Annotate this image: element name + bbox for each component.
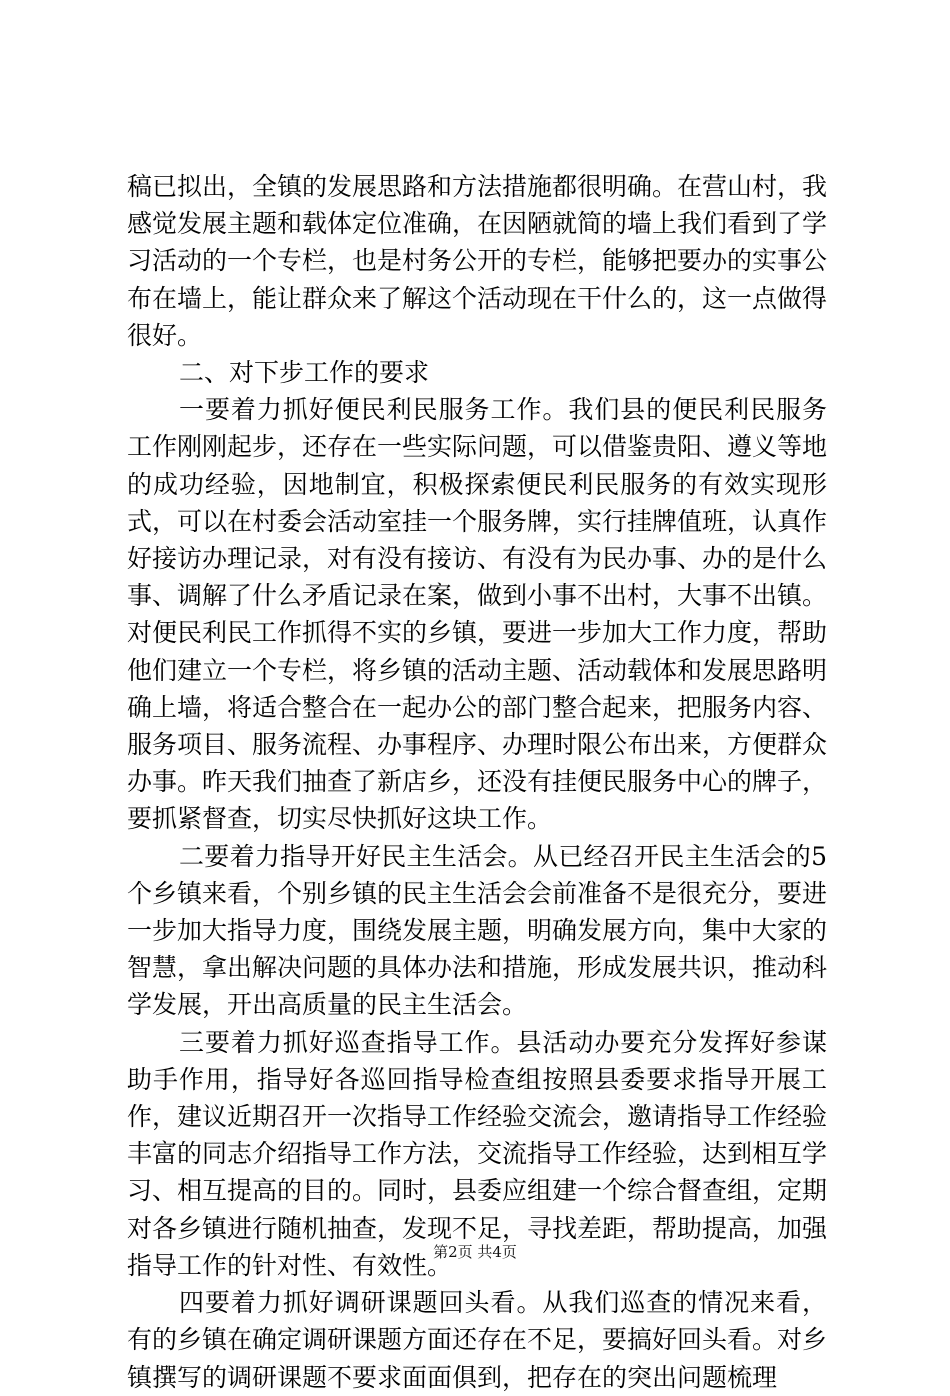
paragraph-3: 一要着力抓好便民利民服务工作。我们县的便民利民服务工作刚刚起步，还存在一些实际问题，可以借鉴贵阳、遵义等地的成功经验，因地制宜，积极探索便民利民服务的有效实现形式，可以在村委会活动室挂一个服务牌，实行挂牌值班，认真作好接访办理记录，对有没有接访、有没有为民办事、办的是什么事、调解了什么矛盾记录在案，做到小事不出村，大事不出镇。对便民利民工作抓得不实的乡镇，要进一步加大工作力度，帮助他们建立一个专栏，将乡镇的活动主题、活动载体和发展思路明确上墙，将适合整合在一起办公的部门整合起来，把服务内容、服务项目、服务流程、办事程序、办理时限公布出来，方便群众办事。昨天我们抽查了新店乡，还没有挂便民服务中心的牌子，要抓紧督查，切实尽快抓好这块工作。 xyxy=(127,395,828,834)
paragraph-5: 三要着力抓好巡查指导工作。县活动办要充分发挥好参谋助手作用，指导好各巡回指导检查组按照县委要求指导开展工作，建议近期召开一次指导工作经验交流会，邀请指导工作经验丰富的同志介绍指导工作方法，交流指导工作经验，达到相互学习、相互提高的目的。同时，县委应组建一个综合督查组，定期对各乡镇进行随机抽查，发现不足，寻找差距，帮助提高，加强指导工作的针对性、有效性。 xyxy=(127,1027,828,1280)
paragraph-4: 二要着力指导开好民主生活会。从已经召开民主生活会的5个乡镇来看，个别乡镇的民主生活会会前准备不是很充分，要进一步加大指导力度，围绕发展主题，明确发展方向，集中大家的智慧，拿出解决问题的具体办法和措施，形成发展共识，推动科学发展，开出高质量的民主生活会。 xyxy=(127,841,828,1020)
page-footer: 第2页 共4页 xyxy=(433,1243,517,1261)
section-heading: 二、对下步工作的要求 xyxy=(179,358,430,388)
document-body xyxy=(127,168,827,1396)
paragraph-1: 稿已拟出，全镇的发展思路和方法措施都很明确。在营山村，我感觉发展主题和载体定位准确，在因陋就简的墙上我们看到了学习活动的一个专栏，也是村务公开的专栏，能够把要办的实事公布在墙上，能让群众来了解这个活动现在干什么的，这一点做得很好。 xyxy=(127,172,828,350)
paragraph-6: 四要着力抓好调研课题回头看。从我们巡查的情况来看，有的乡镇在确定调研课题方面还存在不足，要搞好回头看。对乡镇撰写的调研课题不要求面面俱到，把存在的突出问题梳理 xyxy=(127,1288,828,1392)
